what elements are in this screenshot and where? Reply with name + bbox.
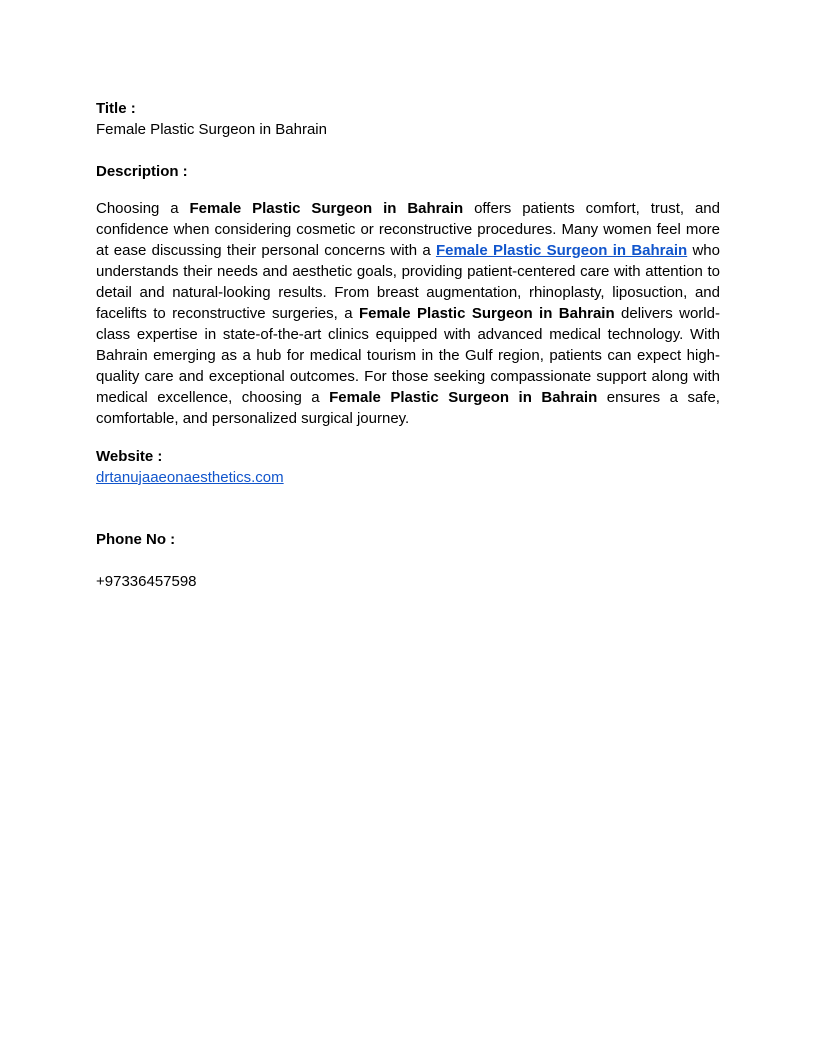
- description-run: ensures a safe, comfortable, and personalized surgical journey.: [96, 389, 720, 427]
- title-label: Title :: [96, 100, 136, 117]
- description-run-bold: Female Plastic Surgeon in Bahrain: [358, 305, 615, 322]
- phone-label: Phone No :: [96, 531, 176, 548]
- website-label: Website :: [96, 448, 163, 465]
- description-paragraph: [96, 198, 720, 429]
- website-link-line: [96, 467, 720, 488]
- description-label: Description :: [96, 163, 188, 180]
- description-run: who understands their needs and aesthetic goals, providing patient-centered care with attention to detail and natural-looking results. From breast augmentation, rhinoplasty, liposuction, and facelifts to reconstructive surgeries, a: [96, 242, 720, 322]
- description-run-bold: Female Plastic Surgeon in Bahrain: [189, 200, 464, 217]
- description-run: delivers world-class expertise in state-of-the-art clinics equipped with advanced medical technology. With Bahrain emerging as a hub for medical tourism in the Gulf region, patients can expect high-quality care and exceptional outcomes. For those seeking compassionate support along with medical excellence, choosing a: [96, 305, 720, 406]
- title-value: Female Plastic Surgeon in Bahrain: [96, 121, 327, 138]
- phone-value: +97336457598: [96, 573, 197, 590]
- description-run: Choosing a: [96, 200, 190, 217]
- description-run: offers patients comfort, trust, and confidence when considering cosmetic or reconstructive procedures. Many women feel more at ease discussing their personal concerns with a: [96, 200, 720, 259]
- website-link[interactable]: drtanujaaeonaesthetics.com: [96, 469, 284, 486]
- inline-link-female-plastic-surgeon[interactable]: Female Plastic Surgeon in Bahrain: [435, 242, 688, 259]
- description-run-bold: Female Plastic Surgeon in Bahrain: [329, 389, 598, 406]
